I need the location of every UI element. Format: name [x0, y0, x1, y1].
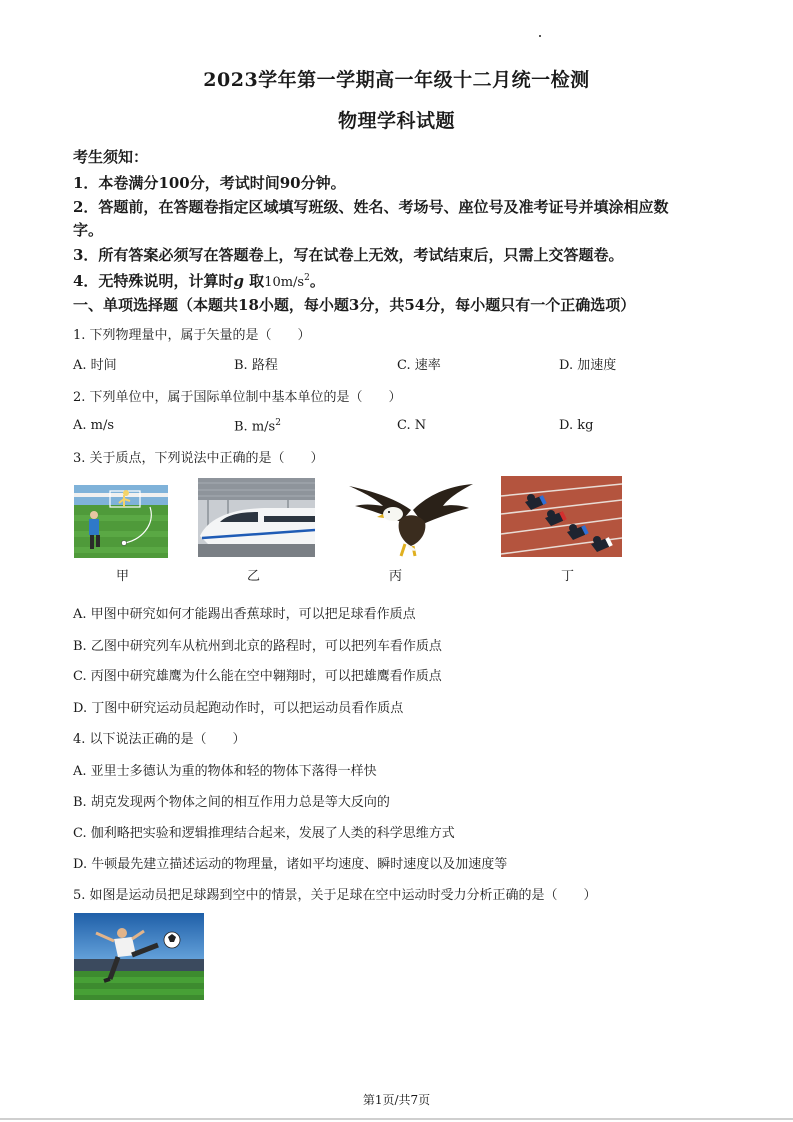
notice-item-4-end: 。 [309, 272, 325, 290]
gravity-value: 10m/s [264, 275, 305, 290]
question-1-option-a: A. 时间 [73, 358, 117, 373]
question-3-option-c: C. 丙图中研究雄鹰为什么能在空中翱翔时，可以把雄鹰看作质点 [73, 669, 442, 684]
question-4-option-d: D. 牛顿最先建立描述运动的物理量，诸如平均速度、瞬时速度以及加速度等 [73, 857, 508, 872]
question-2-option-b-exponent: 2 [275, 418, 281, 428]
question-1-option-d: D. 加速度 [559, 358, 617, 373]
caption-jia: 甲 [116, 569, 130, 584]
corner-mark [539, 35, 541, 37]
high-speed-train-image [198, 478, 315, 557]
caption-bing: 丙 [389, 569, 403, 584]
page-subtitle: 物理学科试题 [337, 110, 455, 132]
notice-heading: 考生须知： [73, 148, 149, 166]
football-kick-image [74, 913, 204, 1000]
page-title: 2023学年第一学期高一年级十二月统一检测 [203, 69, 590, 91]
section-heading: 一、单项选择题（本题共18小题，每小题3分，共54分，每小题只有一个正确选项） [73, 296, 636, 314]
notice-item-3: 3．所有答案必须写在答题卷上，写在试卷上无效，考试结束后，只需上交答题卷。 [73, 246, 624, 264]
soccer-field-image [74, 485, 168, 558]
question-4-option-b: B. 胡克发现两个物体之间的相互作用力总是等大反向的 [73, 795, 390, 810]
question-4-option-c: C. 伽利略把实验和逻辑推理结合起来，发展了人类的科学思维方式 [73, 826, 455, 841]
notice-item-4-prefix: 4．无特殊说明，计算时 [73, 272, 234, 290]
caption-yi: 乙 [247, 569, 261, 584]
notice-item-4-mid: 取 [243, 272, 265, 290]
notice-item-2-cont: 字。 [73, 221, 104, 239]
question-1-option-b: B. 路程 [234, 358, 278, 373]
question-3-option-a: A. 甲图中研究如何才能踢出香蕉球时，可以把足球看作质点 [73, 607, 416, 622]
question-2-option-b [234, 418, 281, 434]
gravity-exponent: 2 [304, 273, 310, 283]
symbol-g: g [233, 272, 244, 290]
notice-item-4 [73, 270, 325, 291]
question-3-option-b: B. 乙图中研究列车从杭州到北京的路程时，可以把列车看作质点 [73, 639, 442, 654]
page-number: 第1页/共7页 [362, 1093, 431, 1107]
question-1-stem: 1. 下列物理量中，属于矢量的是（ ） [73, 328, 311, 343]
question-4-stem: 4. 以下说法正确的是（ ） [73, 732, 246, 747]
question-2-option-a: A. m/s [73, 418, 115, 433]
question-1-option-c: C. 速率 [397, 358, 441, 373]
eagle-image [347, 480, 475, 558]
notice-item-2: 2．答题前，在答题卷指定区域填写班级、姓名、考场号、座位号及准考证号并填涂相应数 [73, 198, 669, 216]
question-2-option-c: C. N [397, 418, 427, 433]
question-2-stem: 2. 下列单位中，属于国际单位制中基本单位的是（ ） [73, 390, 402, 405]
notice-item-1: 1．本卷满分100分，考试时间90分钟。 [73, 174, 346, 192]
bottom-divider [0, 1118, 793, 1120]
question-5-stem: 5. 如图是运动员把足球踢到空中的情景，关于足球在空中运动时受力分析正确的是（ ） [73, 888, 597, 903]
caption-ding: 丁 [561, 569, 575, 584]
question-2-option-b-text: B. m/s [234, 419, 276, 435]
sprinters-image [501, 476, 622, 557]
question-3-option-d: D. 丁图中研究运动员起跑动作时，可以把运动员看作质点 [73, 701, 404, 716]
question-2-option-d: D. kg [559, 418, 594, 433]
question-3-stem: 3. 关于质点，下列说法中正确的是（ ） [73, 451, 324, 466]
question-4-option-a: A. 亚里士多德认为重的物体和轻的物体下落得一样快 [73, 764, 377, 779]
